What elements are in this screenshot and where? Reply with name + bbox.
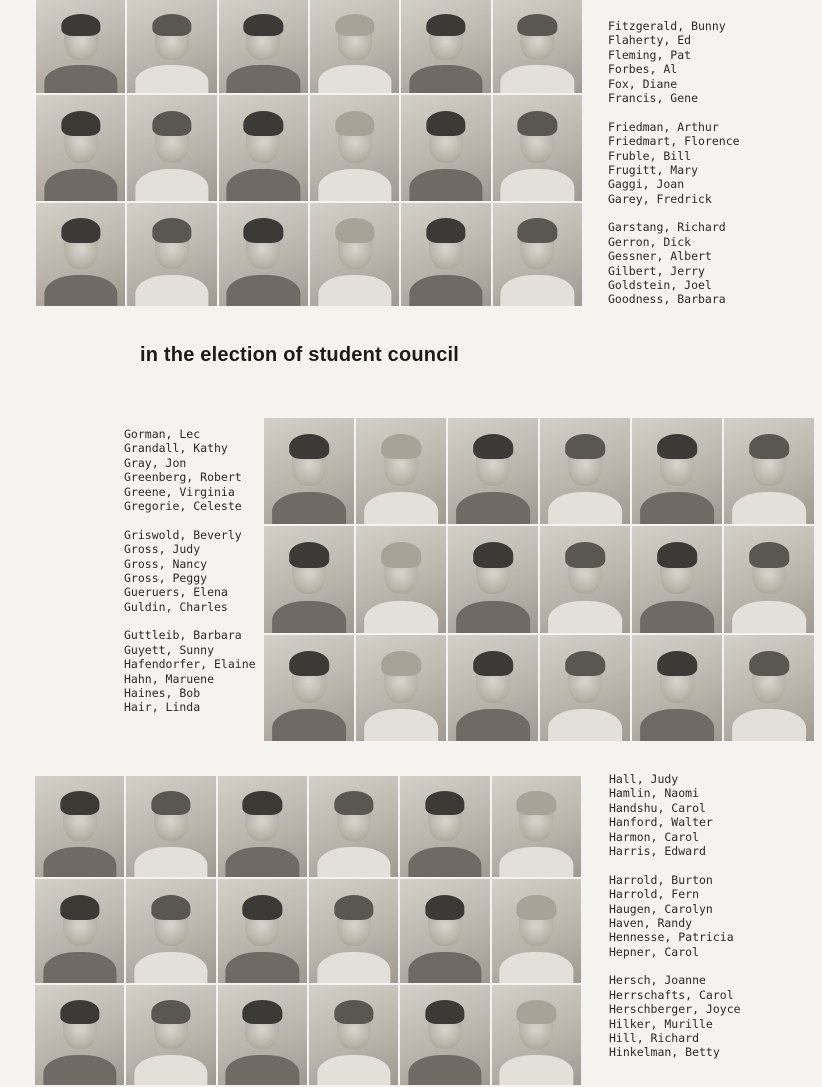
portrait-body [364,492,438,524]
student-portrait [36,203,125,306]
portrait-hair [381,651,421,677]
student-portrait [540,526,630,632]
portrait-body [548,709,622,741]
portrait-hair [61,218,100,243]
student-portrait [356,418,446,524]
portrait-hair [749,651,789,677]
portrait-body [409,275,482,306]
portrait-body [318,65,391,93]
portrait-body [226,847,299,877]
student-portrait [126,985,215,1085]
student-name: Friedmart, Florence [608,134,740,149]
portrait-hair [425,791,464,815]
student-name: Hennesse, Patricia [609,930,734,945]
student-portrait [310,0,399,93]
portrait-hair [61,111,100,136]
student-name: Garey, Fredrick [608,191,712,206]
student-name: Hersch, Joanne [609,973,706,988]
student-name: Griswold, Beverly [124,527,242,542]
student-name: Gross, Nancy [124,556,208,571]
student-portrait [35,985,124,1085]
portrait-hair [425,895,464,920]
portrait-hair [152,218,191,243]
portrait-hair [243,791,282,815]
portrait-body [409,65,482,93]
portrait-hair [517,791,556,815]
portrait-body [43,1055,116,1085]
student-name: Haines, Bob [124,686,201,701]
portrait-body [134,1055,207,1085]
student-name: Haugen, Carolyn [609,901,713,916]
portrait-hair [518,111,557,136]
student-name: Gerron, Dick [608,234,692,249]
portrait-body [640,601,714,633]
student-name: Harris, Edward [609,843,706,858]
portrait-body [43,847,116,877]
student-name: Guldin, Charles [124,599,228,614]
student-portrait [264,635,354,741]
student-name: Goldstein, Joel [608,278,712,293]
portrait-body [501,65,574,93]
portrait-hair [749,434,789,460]
portrait-body [500,847,573,877]
portrait-body [135,65,208,93]
portrait-body [272,601,346,633]
student-name: Herschberger, Joyce [609,1002,741,1017]
student-name: Hill, Richard [609,1031,700,1046]
portrait-body [43,952,116,983]
student-name: Greene, Virginia [124,484,235,499]
portrait-hair [473,651,513,677]
student-portrait [400,776,489,877]
student-name: Hinkelman, Betty [609,1045,720,1060]
portrait-hair [334,895,373,920]
portrait-body [44,275,117,306]
portrait-body [456,492,530,524]
student-portrait [493,0,582,93]
student-portrait [448,526,538,632]
student-portrait [126,879,215,983]
portrait-body [548,601,622,633]
student-portrait [309,879,398,983]
student-portrait [309,985,398,1085]
group-spacer [608,105,740,119]
student-name: Hanford, Walter [609,815,713,830]
student-portrait [219,0,308,93]
portrait-body [548,492,622,524]
portrait-hair [657,651,697,677]
group-spacer [609,858,741,872]
student-name: Hair, Linda [124,700,201,715]
portrait-hair [151,791,190,815]
portrait-body [227,275,300,306]
student-name: Guttleib, Barbara [124,628,242,643]
portrait-hair [565,542,605,568]
portrait-hair [657,434,697,460]
portrait-hair [243,1000,282,1024]
portrait-body [500,952,573,983]
portrait-body [408,952,481,983]
portrait-hair [426,14,465,36]
portrait-body [272,492,346,524]
portrait-body [44,169,117,201]
student-name: Hafendorfer, Elaine [124,657,256,672]
portrait-body [226,952,299,983]
portrait-hair [657,542,697,568]
portrait-hair [335,218,374,243]
student-portrait [493,203,582,306]
student-name: Greenberg, Robert [124,470,242,485]
student-name: Frugitt, Mary [608,162,699,177]
portrait-body [44,65,117,93]
portrait-hair [335,111,374,136]
student-name: Harrold, Burton [609,872,713,887]
portrait-body [409,169,482,201]
portrait-hair [61,14,100,36]
student-name: Gorman, Lec [124,427,201,441]
portrait-hair [517,1000,556,1024]
student-portrait [400,985,489,1085]
student-portrait [448,418,538,524]
student-name: Gilbert, Jerry [608,263,705,278]
portrait-body [456,709,530,741]
portrait-hair [518,218,557,243]
portrait-grid-bottom [35,776,581,1087]
portrait-hair [565,651,605,677]
portrait-hair [425,1000,464,1024]
portrait-hair [473,434,513,460]
portrait-body [134,847,207,877]
portrait-hair [289,434,329,460]
student-portrait [218,776,307,877]
student-portrait [400,879,489,983]
portrait-body [135,275,208,306]
student-name: Fox, Diane [608,76,678,91]
student-name: Garstang, Richard [608,220,726,235]
student-name: Flaherty, Ed [608,33,692,48]
student-name: Herrschafts, Carol [609,987,734,1002]
group-spacer [124,513,256,527]
portrait-grid-middle [264,418,814,741]
student-portrait [401,203,490,306]
student-portrait [632,635,722,741]
student-name: Harrold, Fern [609,887,700,902]
portrait-body [364,709,438,741]
portrait-body [135,169,208,201]
group-spacer [124,614,256,628]
portrait-hair [749,542,789,568]
portrait-body [456,601,530,633]
portrait-body [640,709,714,741]
student-portrait [632,418,722,524]
student-portrait [35,879,124,983]
student-portrait [540,418,630,524]
student-name: Gross, Peggy [124,570,208,585]
student-name: Fitzgerald, Bunny [608,19,726,33]
portrait-grid-top [36,0,582,308]
student-portrait [401,0,490,93]
portrait-body [732,492,806,524]
student-portrait [218,985,307,1085]
student-portrait [127,0,216,93]
student-name: Hepner, Carol [609,944,700,959]
student-portrait [401,95,490,201]
portrait-hair [335,14,374,36]
student-portrait [36,95,125,201]
portrait-hair [473,542,513,568]
portrait-body [227,169,300,201]
portrait-hair [151,1000,190,1024]
student-portrait [492,776,581,877]
portrait-body [732,601,806,633]
student-name: Gross, Judy [124,542,201,557]
portrait-body [408,1055,481,1085]
name-list-top [608,19,740,307]
portrait-hair [244,218,283,243]
student-portrait [126,776,215,877]
portrait-hair [381,542,421,568]
portrait-body [272,709,346,741]
portrait-hair [151,895,190,920]
portrait-body [134,952,207,983]
portrait-body [317,1055,390,1085]
portrait-body [227,65,300,93]
group-spacer [609,959,741,973]
student-portrait [35,776,124,877]
student-name: Goodness, Barbara [608,292,726,307]
student-portrait [492,879,581,983]
student-portrait [310,203,399,306]
portrait-hair [517,895,556,920]
student-name: Forbes, Al [608,62,678,77]
portrait-hair [565,434,605,460]
portrait-body [318,275,391,306]
student-portrait [219,203,308,306]
student-portrait [309,776,398,877]
portrait-hair [243,895,282,920]
section-heading: in the election of student council [140,344,460,366]
portrait-body [732,709,806,741]
portrait-body [501,275,574,306]
student-name: Gueruers, Elena [124,585,228,600]
portrait-body [226,1055,299,1085]
portrait-body [364,601,438,633]
student-portrait [310,95,399,201]
portrait-hair [334,791,373,815]
student-portrait [448,635,538,741]
portrait-hair [244,14,283,36]
student-portrait [36,0,125,93]
student-name: Gaggi, Joan [608,177,685,192]
student-portrait [356,635,446,741]
portrait-hair [289,542,329,568]
portrait-body [318,169,391,201]
student-portrait [724,418,814,524]
group-spacer [608,206,740,220]
portrait-hair [426,218,465,243]
student-name: Fruble, Bill [608,148,692,163]
student-name: Hamlin, Naomi [609,786,700,801]
student-name: Friedman, Arthur [608,119,719,134]
student-name: Hahn, Maruene [124,671,215,686]
portrait-hair [244,111,283,136]
name-list-bottom [609,772,741,1060]
portrait-body [317,952,390,983]
portrait-body [500,1055,573,1085]
portrait-hair [60,791,99,815]
student-name: Hilker, Murille [609,1016,713,1031]
student-portrait [127,95,216,201]
portrait-hair [152,14,191,36]
student-name: Guyett, Sunny [124,642,215,657]
student-portrait [219,95,308,201]
student-name: Gregorie, Celeste [124,498,242,513]
student-name: Hall, Judy [609,772,679,786]
student-portrait [724,635,814,741]
portrait-hair [426,111,465,136]
portrait-hair [518,14,557,36]
student-portrait [264,418,354,524]
portrait-body [501,169,574,201]
portrait-hair [152,111,191,136]
portrait-hair [334,1000,373,1024]
portrait-hair [381,434,421,460]
student-portrait [218,879,307,983]
student-portrait [632,526,722,632]
name-list-middle [124,427,256,715]
student-name: Gessner, Albert [608,249,712,264]
student-name: Fleming, Pat [608,47,692,62]
portrait-hair [60,895,99,920]
student-name: Harmon, Carol [609,829,700,844]
student-name: Grandall, Kathy [124,441,228,456]
student-name: Gray, Jon [124,455,187,470]
student-portrait [264,526,354,632]
student-portrait [724,526,814,632]
student-name: Haven, Randy [609,915,693,930]
portrait-body [408,847,481,877]
student-portrait [127,203,216,306]
student-portrait [356,526,446,632]
student-portrait [493,95,582,201]
portrait-body [640,492,714,524]
portrait-hair [289,651,329,677]
student-name: Francis, Gene [608,90,699,105]
student-portrait [492,985,581,1085]
student-name: Handshu, Carol [609,800,706,815]
portrait-hair [60,1000,99,1024]
student-portrait [540,635,630,741]
portrait-body [317,847,390,877]
